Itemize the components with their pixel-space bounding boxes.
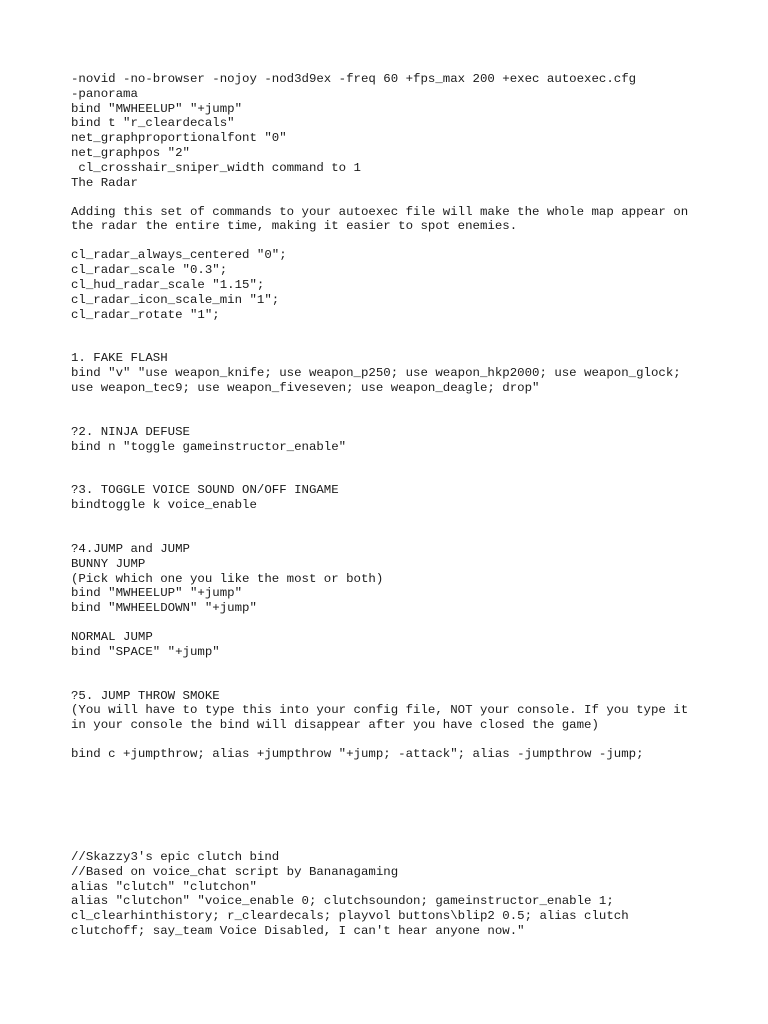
bind-line: bind c +jumpthrow; alias +jumpthrow "+jump; -attack"; alias -jumpthrow -jump; — [71, 747, 644, 762]
section-title: The Radar — [71, 175, 138, 190]
config-line: bind "MWHEELUP" "+jump" — [71, 101, 243, 116]
bind-line: bind "SPACE" "+jump" — [71, 644, 220, 659]
radar-command: cl_radar_always_centered "0"; — [71, 248, 287, 263]
spacer — [71, 190, 751, 204]
bind-line: bind "MWHEELDOWN" "+jump" — [71, 601, 257, 616]
section-heading: ?4.JUMP and JUMP — [71, 541, 190, 556]
ninja-defuse-section — [71, 425, 751, 455]
section-heading: ?2. NINJA DEFUSE — [71, 424, 190, 439]
fake-flash-section — [71, 351, 751, 395]
config-line: cl_crosshair_sniper_width command to 1 — [71, 160, 361, 175]
document-page — [71, 72, 751, 939]
spacer — [71, 396, 751, 425]
radar-description: Adding this set of commands to your autoexec file will make the whole map appear on — [71, 204, 689, 219]
subheading: BUNNY JUMP — [71, 556, 146, 571]
jump-section — [71, 542, 751, 660]
note-line: (Pick which one you like the most or both) — [71, 571, 384, 586]
config-line: net_graphproportionalfont "0" — [71, 131, 287, 146]
voice-toggle-section — [71, 483, 751, 513]
bind-line: bind "MWHEELUP" "+jump" — [71, 586, 243, 601]
bind-line: bind n "toggle gameinstructor_enable" — [71, 439, 347, 454]
spacer — [71, 454, 751, 483]
clutch-section — [71, 850, 751, 939]
alias-line: clutchoff; say_team Voice Disabled, I can't hear anyone now." — [71, 924, 525, 939]
section-heading: ?5. JUMP THROW SMOKE — [71, 688, 220, 703]
subheading: NORMAL JUMP — [71, 630, 153, 645]
section-heading: 1. FAKE FLASH — [71, 351, 168, 366]
alias-line: alias "clutchon" "voice_enable 0; clutchsoundon; gameinstructor_enable 1; — [71, 894, 614, 909]
spacer — [71, 762, 751, 850]
config-line: net_graphpos "2" — [71, 145, 190, 160]
alias-line: cl_clearhinthistory; r_cleardecals; playvol buttons\blip2 0.5; alias clutch — [71, 909, 629, 924]
comment-line: //Skazzy3's epic clutch bind — [71, 850, 280, 865]
radar-command: cl_radar_rotate "1"; — [71, 307, 220, 322]
section-heading: ?3. TOGGLE VOICE SOUND ON/OFF INGAME — [71, 483, 339, 498]
jump-throw-section — [71, 689, 751, 762]
bind-line: bind "v" "use weapon_knife; use weapon_p250; use weapon_hkp2000; use weapon_glock; — [71, 366, 681, 381]
launch-options-line: -novid -no-browser -nojoy -nod3d9ex -freq 60 +fps_max 200 +exec autoexec.cfg — [71, 72, 637, 86]
spacer — [71, 733, 751, 747]
config-line: bind t "r_cleardecals" — [71, 116, 235, 131]
spacer — [71, 513, 751, 542]
spacer — [71, 234, 751, 248]
radar-command: cl_radar_icon_scale_min "1"; — [71, 292, 280, 307]
radar-command: cl_hud_radar_scale "1.15"; — [71, 277, 265, 292]
radar-section — [71, 205, 751, 323]
launch-options-section — [71, 72, 751, 190]
spacer — [71, 660, 751, 689]
note-line: in your console the bind will disappear after you have closed the game) — [71, 718, 599, 733]
radar-description: the radar the entire time, making it easier to spot enemies. — [71, 219, 518, 234]
comment-line: //Based on voice_chat script by Bananagaming — [71, 864, 399, 879]
launch-options-line: -panorama — [71, 86, 138, 101]
alias-line: alias "clutch" "clutchon" — [71, 879, 257, 894]
spacer — [71, 616, 751, 630]
spacer — [71, 322, 751, 351]
note-line: (You will have to type this into your config file, NOT your console. If you type it — [71, 703, 689, 718]
bind-line: bindtoggle k voice_enable — [71, 498, 257, 513]
radar-command: cl_radar_scale "0.3"; — [71, 263, 228, 278]
bind-line: use weapon_tec9; use weapon_fiveseven; use weapon_deagle; drop" — [71, 380, 540, 395]
